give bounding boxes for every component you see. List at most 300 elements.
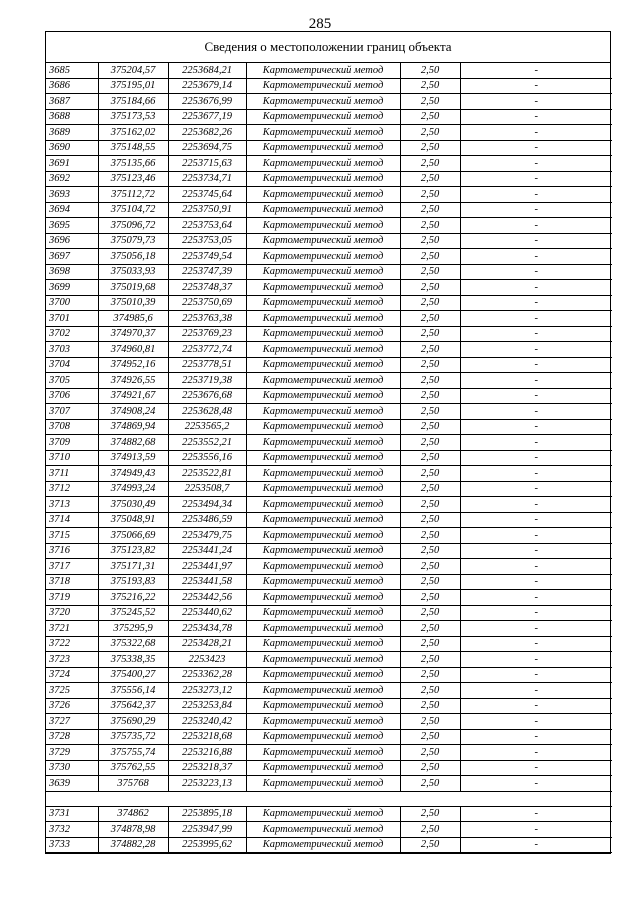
method-cell: Картометрический метод — [246, 156, 400, 172]
method-cell: Картометрический метод — [246, 125, 400, 141]
method-cell: Картометрический метод — [246, 497, 400, 513]
precision-cell: 2,50 — [400, 466, 460, 482]
x-coordinate-cell: 375556,14 — [98, 683, 168, 699]
point-number-cell: 3725 — [46, 683, 98, 699]
precision-cell: 2,50 — [400, 311, 460, 327]
y-coordinate-cell: 2253748,37 — [168, 280, 246, 296]
description-cell: - — [460, 528, 612, 544]
point-number-cell: 3714 — [46, 512, 98, 528]
description-cell: - — [460, 125, 612, 141]
method-cell: Картометрический метод — [246, 419, 400, 435]
method-cell: Картометрический метод — [246, 559, 400, 575]
precision-cell: 2,50 — [400, 714, 460, 730]
table-row — [46, 621, 612, 637]
y-coordinate-cell: 2253750,91 — [168, 202, 246, 218]
x-coordinate-cell: 374908,24 — [98, 404, 168, 420]
table-row — [46, 714, 612, 730]
table-row — [46, 652, 612, 668]
description-cell: - — [460, 636, 612, 652]
method-cell: Картометрический метод — [246, 543, 400, 559]
x-coordinate-cell: 375135,66 — [98, 156, 168, 172]
table-row — [46, 388, 612, 404]
table-row — [46, 326, 612, 342]
table-row — [46, 729, 612, 745]
point-number-cell: 3713 — [46, 497, 98, 513]
x-coordinate-cell: 375079,73 — [98, 233, 168, 249]
point-number-cell: 3687 — [46, 94, 98, 110]
point-number-cell: 3711 — [46, 466, 98, 482]
precision-cell: 2,50 — [400, 109, 460, 125]
x-coordinate-cell: 375338,35 — [98, 652, 168, 668]
y-coordinate-cell: 2253240,42 — [168, 714, 246, 730]
point-number-cell: 3686 — [46, 78, 98, 94]
description-cell: - — [460, 683, 612, 699]
y-coordinate-cell: 2253745,64 — [168, 187, 246, 203]
description-cell: - — [460, 714, 612, 730]
section-gap-cell — [46, 791, 612, 806]
description-cell: - — [460, 497, 612, 513]
x-coordinate-cell: 374952,16 — [98, 357, 168, 373]
x-coordinate-cell: 375295,9 — [98, 621, 168, 637]
precision-cell: 2,50 — [400, 512, 460, 528]
description-cell: - — [460, 109, 612, 125]
precision-cell: 2,50 — [400, 450, 460, 466]
table-row — [46, 512, 612, 528]
precision-cell: 2,50 — [400, 280, 460, 296]
precision-cell: 2,50 — [400, 326, 460, 342]
table-row — [46, 497, 612, 513]
table-row — [46, 249, 612, 265]
method-cell: Картометрический метод — [246, 264, 400, 280]
point-number-cell: 3705 — [46, 373, 98, 389]
x-coordinate-cell: 375204,57 — [98, 63, 168, 78]
precision-cell: 2,50 — [400, 760, 460, 776]
table-row — [46, 357, 612, 373]
description-cell: - — [460, 435, 612, 451]
y-coordinate-cell: 2253494,34 — [168, 497, 246, 513]
table-row — [46, 543, 612, 559]
method-cell: Картометрический метод — [246, 435, 400, 451]
description-cell: - — [460, 450, 612, 466]
method-cell: Картометрический метод — [246, 373, 400, 389]
x-coordinate-cell: 375690,29 — [98, 714, 168, 730]
point-number-cell: 3697 — [46, 249, 98, 265]
y-coordinate-cell: 2253715,63 — [168, 156, 246, 172]
precision-cell: 2,50 — [400, 837, 460, 853]
description-cell: - — [460, 760, 612, 776]
precision-cell: 2,50 — [400, 559, 460, 575]
method-cell: Картометрический метод — [246, 714, 400, 730]
table-row — [46, 683, 612, 699]
point-number-cell: 3688 — [46, 109, 98, 125]
precision-cell: 2,50 — [400, 528, 460, 544]
y-coordinate-cell: 2253778,51 — [168, 357, 246, 373]
point-number-cell: 3726 — [46, 698, 98, 714]
y-coordinate-cell: 2253434,78 — [168, 621, 246, 637]
point-number-cell: 3702 — [46, 326, 98, 342]
y-coordinate-cell: 2253719,38 — [168, 373, 246, 389]
x-coordinate-cell: 375123,82 — [98, 543, 168, 559]
point-number-cell: 3689 — [46, 125, 98, 141]
x-coordinate-cell: 375400,27 — [98, 667, 168, 683]
precision-cell: 2,50 — [400, 806, 460, 822]
precision-cell: 2,50 — [400, 497, 460, 513]
x-coordinate-cell: 375245,52 — [98, 605, 168, 621]
table-row — [46, 187, 612, 203]
table-row — [46, 404, 612, 420]
table-row — [46, 528, 612, 544]
description-cell: - — [460, 187, 612, 203]
y-coordinate-cell: 2253552,21 — [168, 435, 246, 451]
method-cell: Картометрический метод — [246, 404, 400, 420]
precision-cell: 2,50 — [400, 776, 460, 792]
x-coordinate-cell: 374949,43 — [98, 466, 168, 482]
precision-cell: 2,50 — [400, 357, 460, 373]
x-coordinate-cell: 375033,93 — [98, 264, 168, 280]
precision-cell: 2,50 — [400, 249, 460, 265]
y-coordinate-cell: 2253734,71 — [168, 171, 246, 187]
method-cell: Картометрический метод — [246, 94, 400, 110]
x-coordinate-cell: 375762,55 — [98, 760, 168, 776]
point-number-cell: 3706 — [46, 388, 98, 404]
point-number-cell: 3718 — [46, 574, 98, 590]
method-cell: Картометрический метод — [246, 233, 400, 249]
description-cell: - — [460, 776, 612, 792]
y-coordinate-cell: 2253679,14 — [168, 78, 246, 94]
y-coordinate-cell: 2253749,54 — [168, 249, 246, 265]
description-cell: - — [460, 202, 612, 218]
x-coordinate-cell: 375755,74 — [98, 745, 168, 761]
x-coordinate-cell: 374970,37 — [98, 326, 168, 342]
precision-cell: 2,50 — [400, 435, 460, 451]
y-coordinate-cell: 2253747,39 — [168, 264, 246, 280]
x-coordinate-cell: 375030,49 — [98, 497, 168, 513]
description-cell: - — [460, 667, 612, 683]
point-number-cell: 3699 — [46, 280, 98, 296]
x-coordinate-cell: 375123,46 — [98, 171, 168, 187]
page-number: 285 — [308, 16, 332, 32]
y-coordinate-cell: 2253763,38 — [168, 311, 246, 327]
point-number-cell: 3701 — [46, 311, 98, 327]
description-cell: - — [460, 357, 612, 373]
method-cell: Картометрический метод — [246, 512, 400, 528]
point-number-cell: 3708 — [46, 419, 98, 435]
point-number-cell: 3710 — [46, 450, 98, 466]
description-cell: - — [460, 388, 612, 404]
point-number-cell: 3693 — [46, 187, 98, 203]
table-row — [46, 156, 612, 172]
y-coordinate-cell: 2253895,18 — [168, 806, 246, 822]
description-cell: - — [460, 559, 612, 575]
method-cell: Картометрический метод — [246, 621, 400, 637]
y-coordinate-cell: 2253428,21 — [168, 636, 246, 652]
x-coordinate-cell: 375735,72 — [98, 729, 168, 745]
precision-cell: 2,50 — [400, 187, 460, 203]
y-coordinate-cell: 2253441,58 — [168, 574, 246, 590]
point-number-cell: 3690 — [46, 140, 98, 156]
y-coordinate-cell: 2253440,62 — [168, 605, 246, 621]
table-row — [46, 605, 612, 621]
method-cell: Картометрический метод — [246, 574, 400, 590]
table-row — [46, 481, 612, 497]
description-cell: - — [460, 233, 612, 249]
x-coordinate-cell: 375193,83 — [98, 574, 168, 590]
table-row — [46, 590, 612, 606]
x-coordinate-cell: 375104,72 — [98, 202, 168, 218]
method-cell: Картометрический метод — [246, 745, 400, 761]
description-cell: - — [460, 94, 612, 110]
table-row — [46, 822, 612, 838]
x-coordinate-cell: 375019,68 — [98, 280, 168, 296]
point-number-cell: 3639 — [46, 776, 98, 792]
table-row — [46, 171, 612, 187]
method-cell: Картометрический метод — [246, 806, 400, 822]
y-coordinate-cell: 2253522,81 — [168, 466, 246, 482]
precision-cell: 2,50 — [400, 667, 460, 683]
description-cell: - — [460, 481, 612, 497]
method-cell: Картометрический метод — [246, 466, 400, 482]
x-coordinate-cell: 374913,59 — [98, 450, 168, 466]
description-cell: - — [460, 512, 612, 528]
description-cell: - — [460, 543, 612, 559]
y-coordinate-cell: 2253676,68 — [168, 388, 246, 404]
x-coordinate-cell: 374960,81 — [98, 342, 168, 358]
y-coordinate-cell: 2253947,99 — [168, 822, 246, 838]
precision-cell: 2,50 — [400, 822, 460, 838]
description-cell: - — [460, 326, 612, 342]
description-cell: - — [460, 63, 612, 78]
method-cell: Картометрический метод — [246, 171, 400, 187]
x-coordinate-cell: 375056,18 — [98, 249, 168, 265]
description-cell: - — [460, 218, 612, 234]
precision-cell: 2,50 — [400, 404, 460, 420]
x-coordinate-cell: 375642,37 — [98, 698, 168, 714]
table-row — [46, 264, 612, 280]
description-cell: - — [460, 264, 612, 280]
precision-cell: 2,50 — [400, 636, 460, 652]
y-coordinate-cell: 2253441,97 — [168, 559, 246, 575]
y-coordinate-cell: 2253423 — [168, 652, 246, 668]
table-row — [46, 109, 612, 125]
point-number-cell: 3707 — [46, 404, 98, 420]
x-coordinate-cell: 374862 — [98, 806, 168, 822]
point-number-cell: 3716 — [46, 543, 98, 559]
method-cell: Картометрический метод — [246, 357, 400, 373]
x-coordinate-cell: 375112,72 — [98, 187, 168, 203]
description-cell: - — [460, 311, 612, 327]
coordinates-table — [46, 63, 612, 853]
table-row — [46, 636, 612, 652]
description-cell: - — [460, 419, 612, 435]
table-row — [46, 450, 612, 466]
x-coordinate-cell: 374926,55 — [98, 373, 168, 389]
y-coordinate-cell: 2253677,19 — [168, 109, 246, 125]
method-cell: Картометрический метод — [246, 837, 400, 853]
precision-cell: 2,50 — [400, 605, 460, 621]
method-cell: Картометрический метод — [246, 326, 400, 342]
table-row — [46, 667, 612, 683]
table-row — [46, 94, 612, 110]
y-coordinate-cell: 2253216,88 — [168, 745, 246, 761]
method-cell: Картометрический метод — [246, 729, 400, 745]
table-row — [46, 218, 612, 234]
table-row — [46, 342, 612, 358]
point-number-cell: 3695 — [46, 218, 98, 234]
point-number-cell: 3728 — [46, 729, 98, 745]
method-cell: Картометрический метод — [246, 605, 400, 621]
method-cell: Картометрический метод — [246, 481, 400, 497]
point-number-cell: 3724 — [46, 667, 98, 683]
point-number-cell: 3704 — [46, 357, 98, 373]
x-coordinate-cell: 375096,72 — [98, 218, 168, 234]
point-number-cell: 3730 — [46, 760, 98, 776]
precision-cell: 2,50 — [400, 342, 460, 358]
method-cell: Картометрический метод — [246, 822, 400, 838]
table-row — [46, 574, 612, 590]
precision-cell: 2,50 — [400, 202, 460, 218]
point-number-cell: 3698 — [46, 264, 98, 280]
x-coordinate-cell: 375195,01 — [98, 78, 168, 94]
description-cell: - — [460, 574, 612, 590]
method-cell: Картометрический метод — [246, 295, 400, 311]
method-cell: Картометрический метод — [246, 590, 400, 606]
point-number-cell: 3733 — [46, 837, 98, 853]
table-row — [46, 125, 612, 141]
y-coordinate-cell: 2253750,69 — [168, 295, 246, 311]
table-row — [46, 295, 612, 311]
precision-cell: 2,50 — [400, 264, 460, 280]
table-row — [46, 233, 612, 249]
y-coordinate-cell: 2253556,16 — [168, 450, 246, 466]
x-coordinate-cell: 374882,28 — [98, 837, 168, 853]
y-coordinate-cell: 2253441,24 — [168, 543, 246, 559]
y-coordinate-cell: 2253753,05 — [168, 233, 246, 249]
y-coordinate-cell: 2253628,48 — [168, 404, 246, 420]
x-coordinate-cell: 375148,55 — [98, 140, 168, 156]
method-cell: Картометрический метод — [246, 202, 400, 218]
x-coordinate-cell: 375173,53 — [98, 109, 168, 125]
method-cell: Картометрический метод — [246, 342, 400, 358]
y-coordinate-cell: 2253479,75 — [168, 528, 246, 544]
table-row — [46, 698, 612, 714]
description-cell: - — [460, 249, 612, 265]
x-coordinate-cell: 375162,02 — [98, 125, 168, 141]
point-number-cell: 3685 — [46, 63, 98, 78]
table-row — [46, 202, 612, 218]
table-title: Сведения о местоположении границ объекта — [46, 32, 610, 63]
precision-cell: 2,50 — [400, 78, 460, 94]
x-coordinate-cell: 374985,6 — [98, 311, 168, 327]
coordinates-table-body — [46, 63, 612, 853]
x-coordinate-cell: 375768 — [98, 776, 168, 792]
table-row — [46, 78, 612, 94]
description-cell: - — [460, 78, 612, 94]
precision-cell: 2,50 — [400, 652, 460, 668]
precision-cell: 2,50 — [400, 574, 460, 590]
y-coordinate-cell: 2253362,28 — [168, 667, 246, 683]
table-row — [46, 140, 612, 156]
x-coordinate-cell: 375171,31 — [98, 559, 168, 575]
y-coordinate-cell: 2253676,99 — [168, 94, 246, 110]
boundary-table-sheet — [45, 31, 611, 854]
method-cell: Картометрический метод — [246, 683, 400, 699]
point-number-cell: 3691 — [46, 156, 98, 172]
x-coordinate-cell: 375048,91 — [98, 512, 168, 528]
description-cell: - — [460, 837, 612, 853]
y-coordinate-cell: 2253753,64 — [168, 218, 246, 234]
method-cell: Картометрический метод — [246, 528, 400, 544]
point-number-cell: 3709 — [46, 435, 98, 451]
point-number-cell: 3703 — [46, 342, 98, 358]
description-cell: - — [460, 295, 612, 311]
y-coordinate-cell: 2253218,37 — [168, 760, 246, 776]
table-row — [46, 280, 612, 296]
y-coordinate-cell: 2253486,59 — [168, 512, 246, 528]
precision-cell: 2,50 — [400, 140, 460, 156]
precision-cell: 2,50 — [400, 233, 460, 249]
precision-cell: 2,50 — [400, 683, 460, 699]
x-coordinate-cell: 374921,67 — [98, 388, 168, 404]
method-cell: Картометрический метод — [246, 698, 400, 714]
y-coordinate-cell: 2253253,84 — [168, 698, 246, 714]
y-coordinate-cell: 2253223,13 — [168, 776, 246, 792]
y-coordinate-cell: 2253565,2 — [168, 419, 246, 435]
description-cell: - — [460, 822, 612, 838]
description-cell: - — [460, 590, 612, 606]
method-cell: Картометрический метод — [246, 249, 400, 265]
description-cell: - — [460, 404, 612, 420]
x-coordinate-cell: 375216,22 — [98, 590, 168, 606]
method-cell: Картометрический метод — [246, 450, 400, 466]
precision-cell: 2,50 — [400, 621, 460, 637]
precision-cell: 2,50 — [400, 729, 460, 745]
y-coordinate-cell: 2253769,23 — [168, 326, 246, 342]
method-cell: Картометрический метод — [246, 652, 400, 668]
description-cell: - — [460, 729, 612, 745]
precision-cell: 2,50 — [400, 543, 460, 559]
table-row — [46, 806, 612, 822]
table-row — [46, 373, 612, 389]
y-coordinate-cell: 2253508,7 — [168, 481, 246, 497]
table-row — [46, 559, 612, 575]
point-number-cell: 3721 — [46, 621, 98, 637]
table-row — [46, 311, 612, 327]
y-coordinate-cell: 2253995,62 — [168, 837, 246, 853]
method-cell: Картометрический метод — [246, 140, 400, 156]
table-row — [46, 63, 612, 78]
description-cell: - — [460, 171, 612, 187]
table-row — [46, 776, 612, 792]
point-number-cell: 3727 — [46, 714, 98, 730]
x-coordinate-cell: 375010,39 — [98, 295, 168, 311]
y-coordinate-cell: 2253684,21 — [168, 63, 246, 78]
method-cell: Картометрический метод — [246, 667, 400, 683]
x-coordinate-cell: 374878,98 — [98, 822, 168, 838]
point-number-cell: 3723 — [46, 652, 98, 668]
x-coordinate-cell: 375322,68 — [98, 636, 168, 652]
method-cell: Картометрический метод — [246, 187, 400, 203]
table-row — [46, 745, 612, 761]
description-cell: - — [460, 806, 612, 822]
description-cell: - — [460, 621, 612, 637]
precision-cell: 2,50 — [400, 481, 460, 497]
point-number-cell: 3719 — [46, 590, 98, 606]
table-row — [46, 419, 612, 435]
precision-cell: 2,50 — [400, 373, 460, 389]
x-coordinate-cell: 375184,66 — [98, 94, 168, 110]
method-cell: Картометрический метод — [246, 109, 400, 125]
y-coordinate-cell: 2253442,56 — [168, 590, 246, 606]
